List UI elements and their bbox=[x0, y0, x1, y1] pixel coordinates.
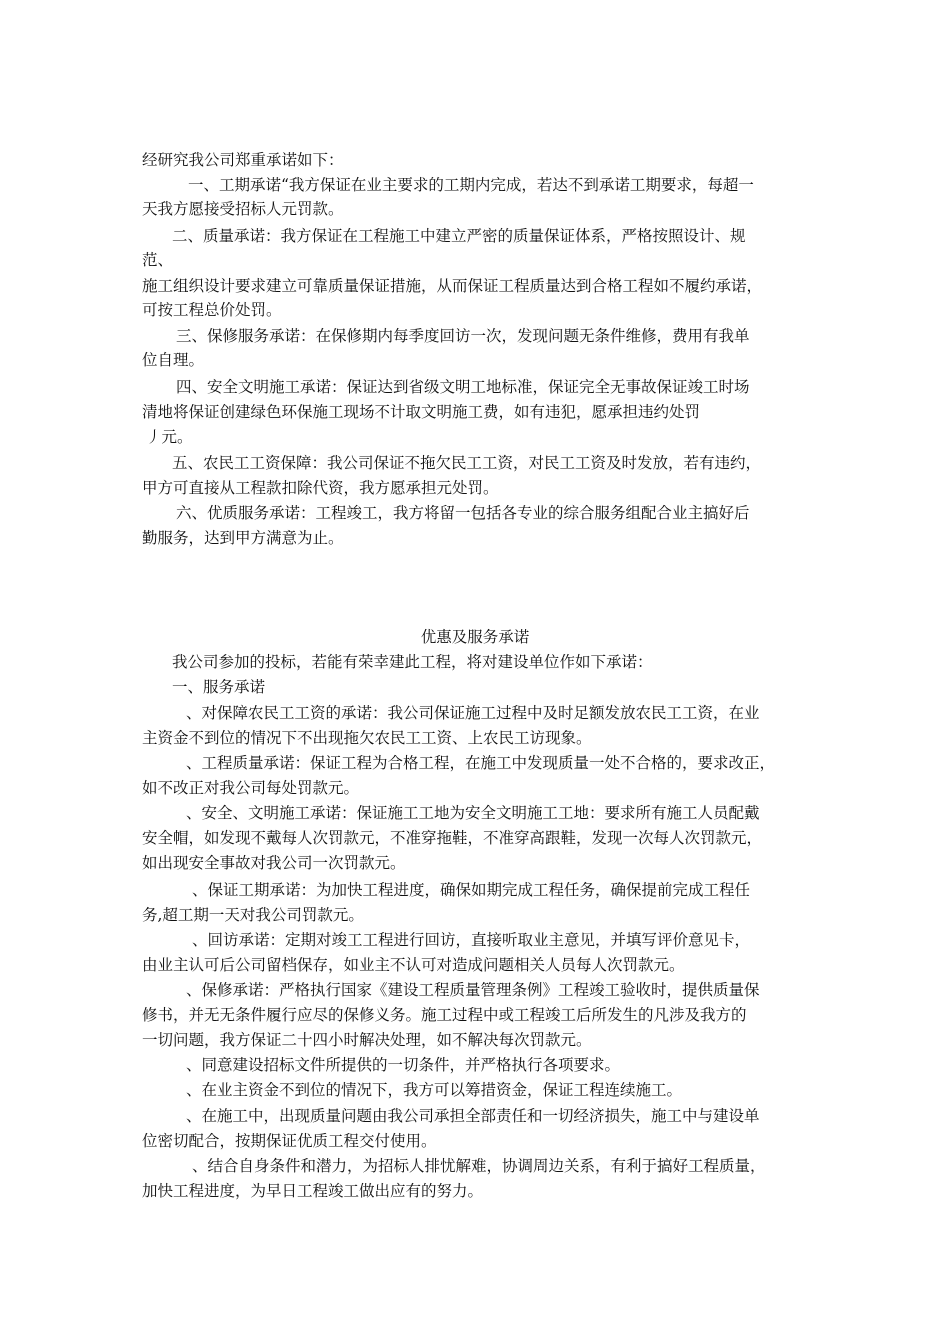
paragraph-line: 甲方可直接从工程款扣除代资，我方愿承担元处罚。 bbox=[142, 479, 499, 497]
paragraph-line: 天我方愿接受招标人元罚款。 bbox=[142, 200, 344, 218]
paragraph-line: 六、优质服务承诺：工程竣工，我方将留一包括各专业的综合服务组配合业主搞好后 bbox=[176, 504, 750, 522]
paragraph-line: 勤服务，达到甲方满意为止。 bbox=[142, 529, 344, 547]
paragraph-line: 一、服务承诺 bbox=[172, 678, 266, 696]
paragraph-line: 务,超工期一天对我公司罚款元。 bbox=[142, 906, 364, 924]
paragraph-line: 如出现安全事故对我公司一次罚款元。 bbox=[142, 854, 406, 872]
section1-intro: 经研究我公司郑重承诺如下： bbox=[142, 151, 344, 169]
paragraph-line: 位自理。 bbox=[142, 351, 205, 369]
paragraph-line: 、回访承诺：定期对竣工工程进行回访，直接听取业主意见，并填写评价意见卡， bbox=[192, 931, 751, 949]
paragraph-line: 一切问题，我方保证二十四小时解决处理，如不解决每次罚款元。 bbox=[142, 1031, 592, 1049]
section2-title: 优惠及服务承诺 bbox=[420, 628, 530, 646]
paragraph-line: 四、安全文明施工承诺：保证达到省级文明工地标准，保证完全无事故保证竣工时场 bbox=[176, 378, 750, 396]
paragraph-line: 、工程质量承诺：保证工程为合格工程，在施工中发现质量一处不合格的，要求改正， bbox=[186, 754, 776, 772]
paragraph-line: 、安全、文明施工承诺：保证施工工地为安全文明施工工地：要求所有施工人员配戴 bbox=[186, 804, 760, 822]
paragraph-line: 五、农民工工资保障：我公司保证不拖欠民工工资，对民工工资及时发放，若有违约， bbox=[172, 454, 762, 472]
paragraph-line: 可按工程总价处罚。 bbox=[142, 301, 282, 319]
paragraph-line: 三、保修服务承诺：在保修期内每季度回访一次，发现问题无条件维修，费用有我单 bbox=[176, 327, 750, 345]
paragraph-line: 位密切配合，按期保证优质工程交付使用。 bbox=[142, 1132, 437, 1150]
paragraph-line: 、在业主资金不到位的情况下，我方可以筹措资金，保证工程连续施工。 bbox=[186, 1081, 683, 1099]
paragraph-line: 、保证工期承诺：为加快工程进度，确保如期完成工程任务，确保提前完成工程任 bbox=[192, 881, 751, 899]
paragraph-line: 修书，并无无条件履行应尽的保修义务。施工过程中或工程竣工后所发生的凡涉及我方的 bbox=[142, 1006, 747, 1024]
paragraph-line: 由业主认可后公司留档保存，如业主不认可对造成问题相关人员每人次罚款元。 bbox=[142, 956, 685, 974]
paragraph-line: 、结合自身条件和潜力，为招标人排忧解难，协调周边关系，有利于搞好工程质量， bbox=[192, 1157, 766, 1175]
paragraph-line: 、对保障农民工工资的承诺：我公司保证施工过程中及时足额发放农民工工资，在业 bbox=[186, 704, 760, 722]
paragraph-line: 安全帽，如发现不戴每人次罚款元，不准穿拖鞋，不准穿高跟鞋，发现一次每人次罚款元， bbox=[142, 829, 763, 847]
paragraph-line: 我公司参加的投标，若能有荣幸建此工程，将对建设单位作如下承诺： bbox=[172, 653, 653, 671]
paragraph-line: 丿元。 bbox=[146, 428, 193, 446]
paragraph-line: 一、工期承诺“我方保证在业主要求的工期内完成，若达不到承诺工期要求，每超一 bbox=[188, 176, 754, 194]
paragraph-line: 主资金不到位的情况下不出现拖欠农民工工资、上农民工访现象。 bbox=[142, 729, 592, 747]
paragraph-line: 、同意建设招标文件所提供的一切条件，并严格执行各项要求。 bbox=[186, 1056, 621, 1074]
paragraph-line: 范、 bbox=[142, 251, 174, 269]
paragraph-line: 加快工程进度，为早日工程竣工做出应有的努力。 bbox=[142, 1182, 484, 1200]
paragraph-line: 清地将保证创建绿色环保施工现场不计取文明施工费，如有违犯，愿承担违约处罚 bbox=[142, 403, 701, 421]
paragraph-line: 二、质量承诺：我方保证在工程施工中建立严密的质量保证体系，严格按照设计、规 bbox=[172, 227, 746, 245]
paragraph-line: 、保修承诺：严格执行国家《建设工程质量管理条例》工程竣工验收时，提供质量保 bbox=[186, 981, 760, 999]
paragraph-line: 、在施工中，出现质量问题由我公司承担全部责任和一切经济损失，施工中与建设单 bbox=[186, 1107, 760, 1125]
paragraph-line: 施工组织设计要求建立可靠质量保证措施，从而保证工程质量达到合格工程如不履约承诺， bbox=[142, 277, 763, 295]
paragraph-line: 如不改正对我公司每处罚款元。 bbox=[142, 779, 360, 797]
